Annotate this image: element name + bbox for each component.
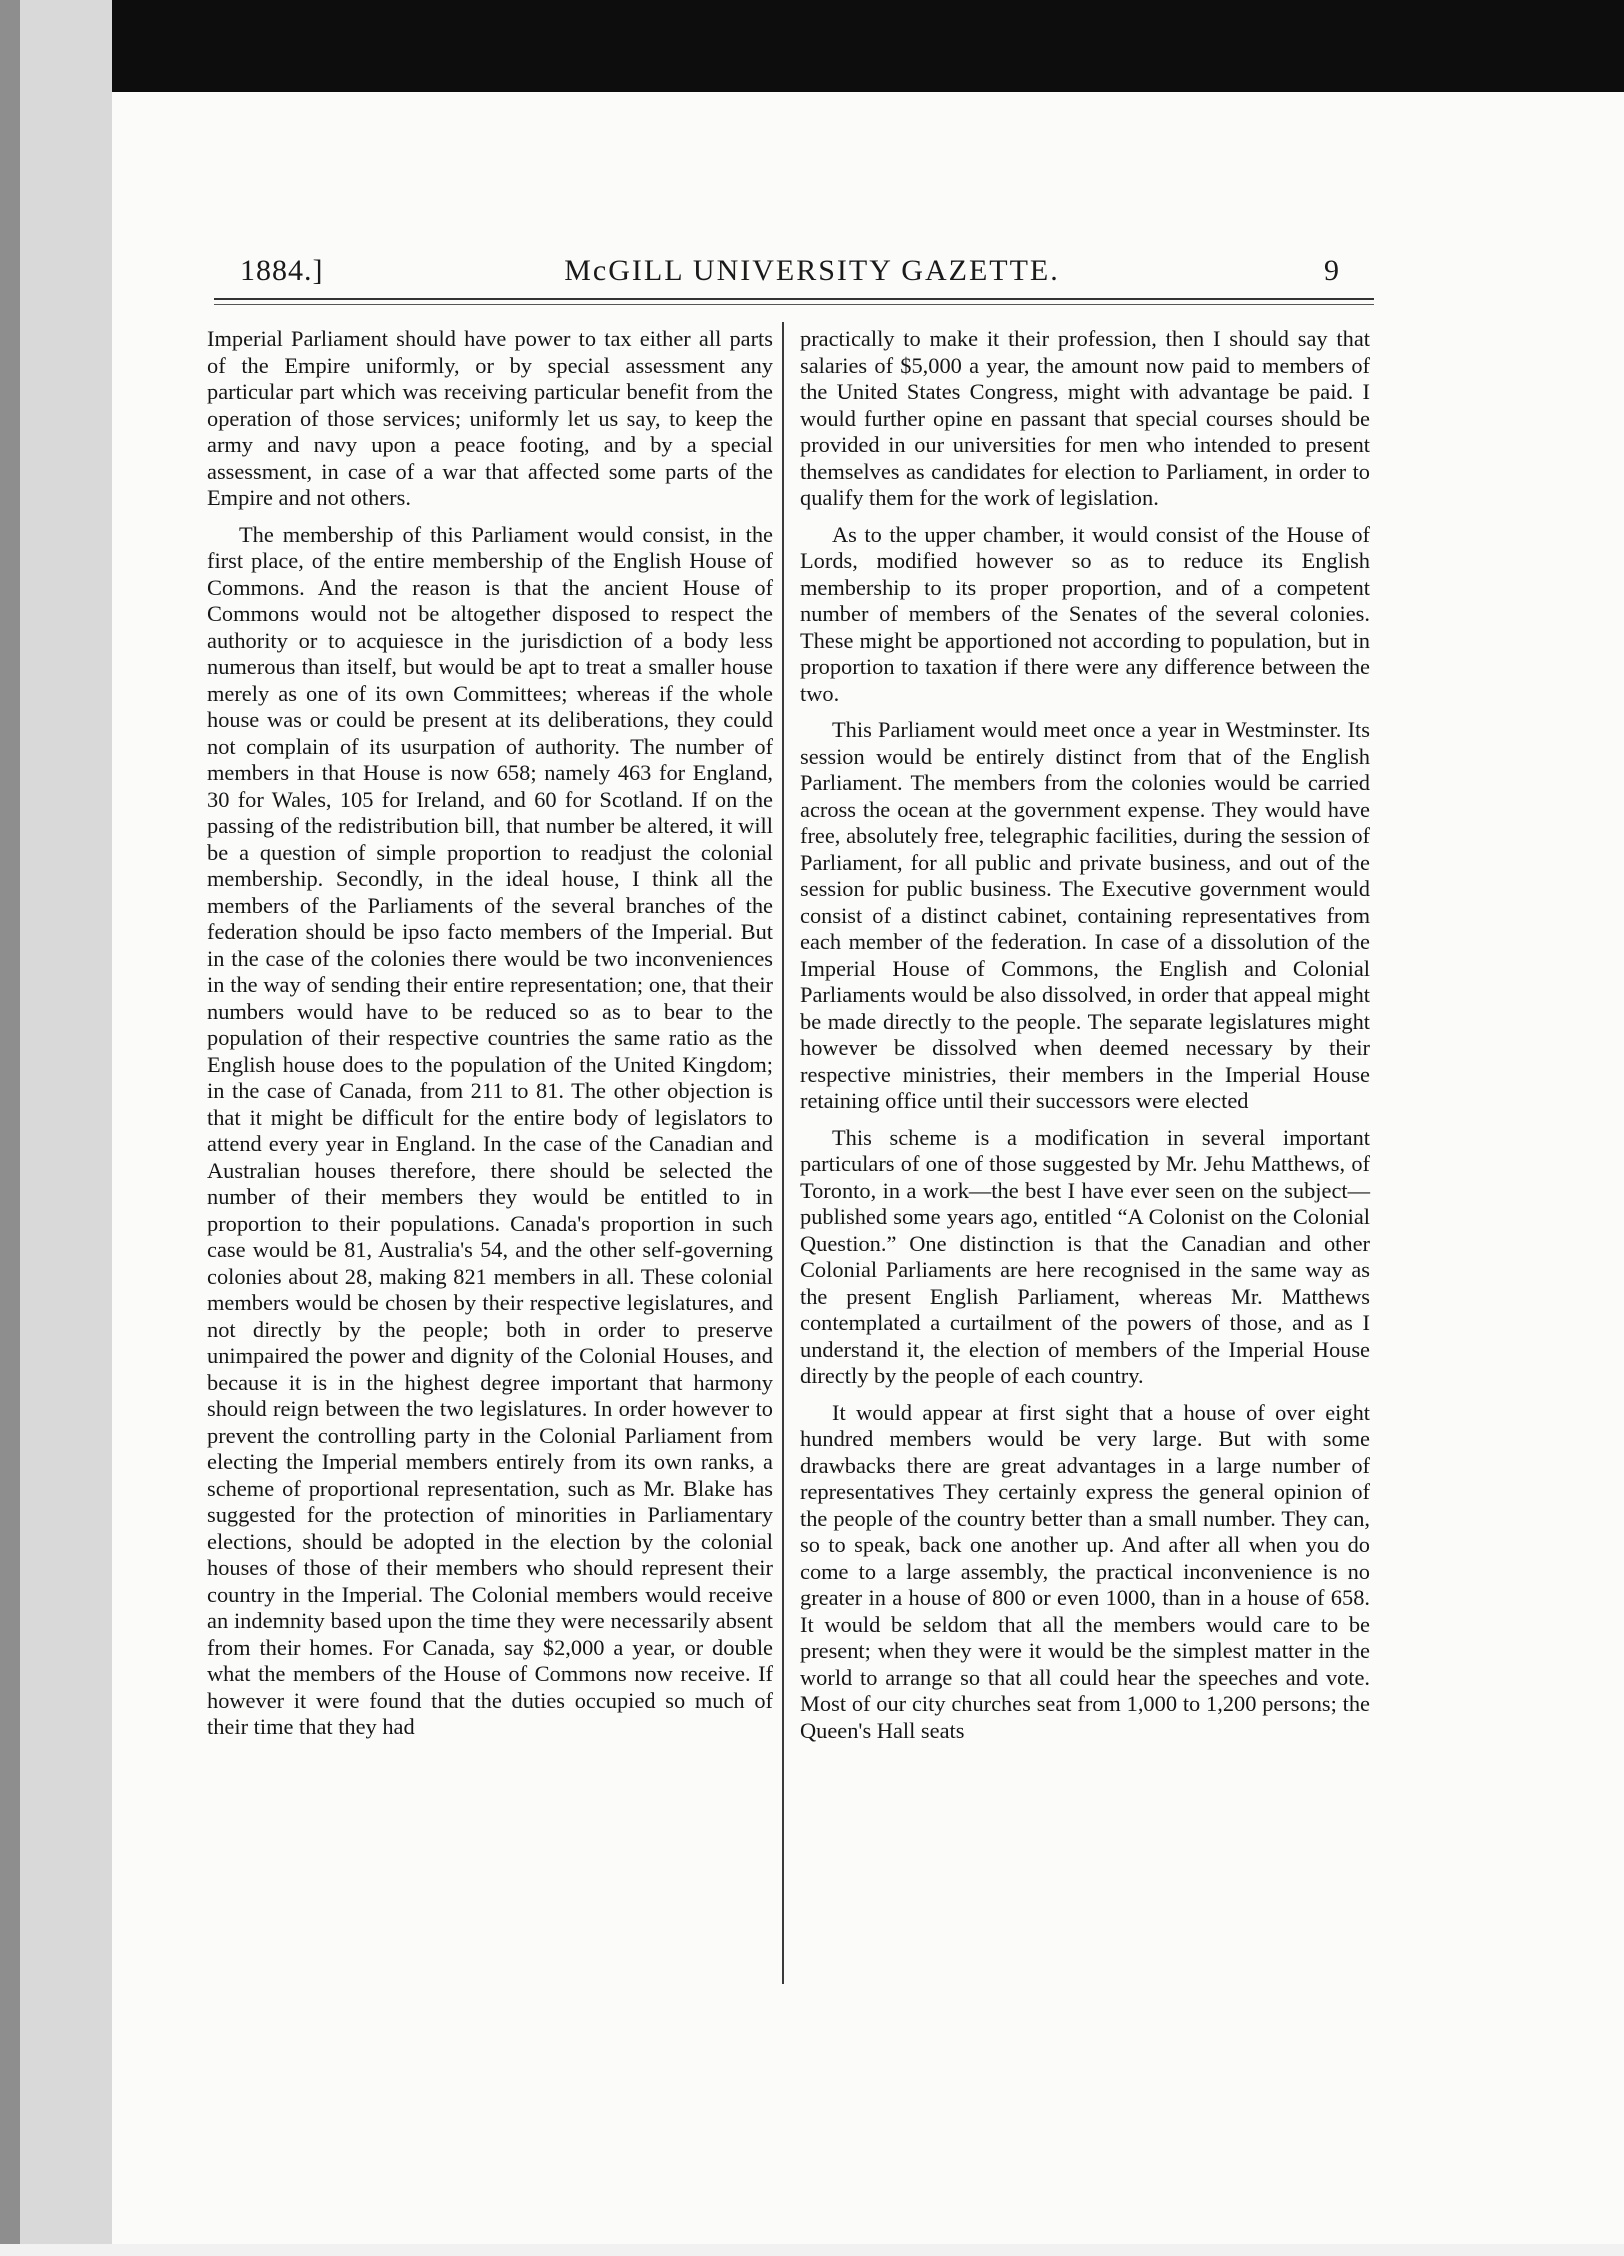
running-head-year: 1884.]: [240, 254, 324, 287]
paragraph: Imperial Parliament should have power to tax either all parts of the Empire uniformly, or by special assessment any particular part which was receiving particular benefit from the operation of those services; uniformly let us say, to keep the army and navy upon a peace footing, and by a special assessment, in case of a war that affected some parts of the Empire and not others.: [207, 326, 773, 510]
column-rule: [782, 322, 784, 1984]
paragraph: This scheme is a modification in several important particulars of one of those suggested by Mr. Jehu Matthews, of Toronto, in a work—the best I have ever seen on the subject—published some years ago, entitled “A Colonist on the Colonial Question.” One distinction is that the Canadian and other Colonial Parliaments are here recognised in the same way as the present English Parliament, whereas Mr. Matthews contemplated a curtailment of the powers of those, and as I understand it, the election of members of the Imperial House directly by the people of each country.: [800, 1124, 1370, 1388]
header-rule-thin: [214, 304, 1374, 305]
right-column: [800, 326, 1370, 1754]
scan-border-bottom: [0, 2244, 1624, 2256]
paragraph: As to the upper chamber, it would consist of the House of Lords, modified however so as to reduce its English membership to its proper proportion, and of a competent number of members of the Senates of the several colonies. These might be apportioned not according to population, but in proportion to taxation if there were any difference between the two.: [800, 521, 1370, 706]
paragraph: practically to make it their profession, then I should say that salaries of $5,000 a year, the amount now paid to members of the United States Congress, might with advantage be paid. I would further opine en passant that special courses should be provided in our universities for men who intended to present themselves as candidates for election to Parliament, in order to qualify them for the work of legislation.: [800, 326, 1370, 510]
left-column: [207, 326, 773, 1751]
running-head-title: McGILL UNIVERSITY GAZETTE.: [564, 254, 1060, 287]
page-number: 9: [1324, 254, 1340, 287]
scan-edge-shadow: [0, 0, 20, 2256]
paragraph: The membership of this Parliament would consist, in the first place, of the entire membership of the English House of Commons. And the reason is that the ancient House of Commons would not be altogether disposed to respect the authority or to acquiesce in the jurisdiction of a body less numerous than itself, but would be apt to treat a smaller house merely as one of its own Committees; whereas if the whole house was or could be present at its deliberations, they could not complain of its usurpation of authority. The number of members in that House is now 658; namely 463 for England, 30 for Wales, 105 for Ireland, and 60 for Scotland. If on the passing of the redistribution bill, that number be altered, it will be a question of simple proportion to readjust the colonial membership. Secondly, in the ideal house, I think all the members of the Parliaments of the several branches of the federation should be ipso facto members of the Imperial. But in the case of the colonies there would be two inconveniences in the way of sending their entire representation; one, that their numbers would have to be reduced so as to bear to the population of their respective countries the same ratio as the English house does to the population of the United Kingdom; in the case of Canada, from 211 to 81. The other objection is that it might be difficult for the entire body of legislators to attend every year in England. In the case of the Canadian and Australian houses therefore, there should be selected the number of their members they would be entitled to in proportion to their populations. Canada's proportion in such case would be 81, Australia's 54, and the other self-governing colonies about 28, making 821 members in all. These colonial members would be chosen by their respective legislatures, and not directly by the people; both in order to preserve unimpaired the power and dignity of the Colonial Houses, and because it is in the highest degree important that harmony should reign between the two legislatures. In order however to prevent the controlling party in the Colonial Parliament from electing the Imperial members entirely from its own ranks, a scheme of proportional representation, such as Mr. Blake has suggested for the protection of minorities in Parliamentary elections, should be adopted in the election by the colonial houses of those of their members who should represent their country in the Imperial. The Colonial members would receive an indemnity based upon the time they were necessarily absent from their homes. For Canada, say $2,000 a year, or double what the members of the House of Commons now receive. If however it were found that the duties occupied so much of their time that they had: [207, 521, 773, 1739]
paragraph: This Parliament would meet once a year in Westminster. Its session would be entirely distinct from that of the English Parliament. The members from the colonies would be carried across the ocean at the government expense. They would have free, absolutely free, telegraphic facilities, during the session of Parliament, for all public and private business, and out of the session for public business. The Executive government would consist of a distinct cabinet, containing representatives from each member of the federation. In case of a dissolution of the Imperial House of Commons, the English and Colonial Parliaments would be also dissolved, in order that appeal might be made directly to the people. The separate legislatures might however be dissolved when deemed necessary by their respective ministries, their members in the Imperial House retaining office until their successors were elected: [800, 717, 1370, 1113]
scan-border-top: [0, 0, 1624, 92]
header-rule: [214, 298, 1374, 300]
paragraph: It would appear at first sight that a house of over eight hundred members would be very large. But with some drawbacks there are great advantages in a large number of representatives They certainly express the general opinion of the people of the country better than a small number. They can, so to speak, back one another up. And after all when you do come to a large assembly, the practical inconvenience is no greater in a house of 800 or even 1000, than in a house of 658. It would be seldom that all the members would care to be present; when they were it would be the simplest matter in the world to arrange so that all could hear the speeches and vote. Most of our city churches seat from 1,000 to 1,200 persons; the Queen's Hall seats: [800, 1399, 1370, 1743]
